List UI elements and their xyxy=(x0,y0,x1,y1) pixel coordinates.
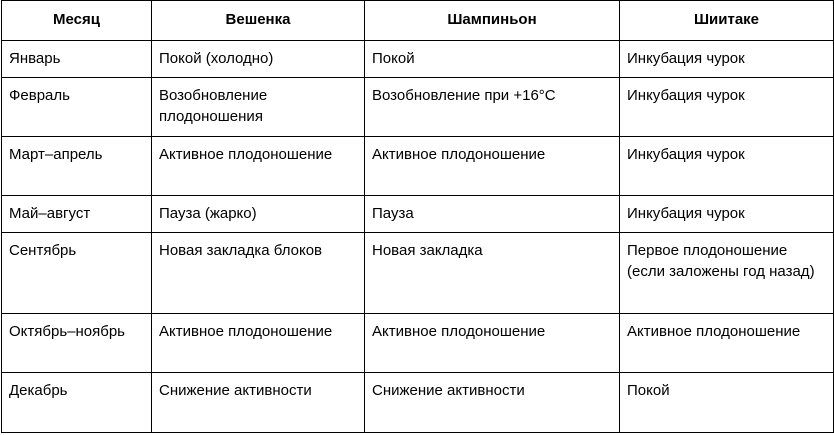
cell-champignon: Покой xyxy=(365,41,620,78)
cell-month: Март–апрель xyxy=(2,137,152,196)
cell-shiitake: Покой xyxy=(620,373,834,433)
table-row xyxy=(2,137,834,196)
header-month: Месяц xyxy=(2,1,152,41)
cell-shiitake: Инкубация чурок xyxy=(620,78,834,137)
cell-shiitake: Активное плодоношение xyxy=(620,314,834,373)
cell-month: Октябрь–ноябрь xyxy=(2,314,152,373)
cell-oyster: Снижение активности xyxy=(152,373,365,433)
cell-champignon: Активное плодоношение xyxy=(365,137,620,196)
cell-champignon: Возобновление при +16°C xyxy=(365,78,620,137)
header-champignon: Шампиньон xyxy=(365,1,620,41)
table-row xyxy=(2,233,834,314)
cell-month: Май–август xyxy=(2,196,152,233)
header-oyster: Вешенка xyxy=(152,1,365,41)
cell-oyster: Активное плодоношение xyxy=(152,137,365,196)
cell-month: Февраль xyxy=(2,78,152,137)
table-row xyxy=(2,41,834,78)
cell-oyster: Активное плодоношение xyxy=(152,314,365,373)
cell-month: Сентябрь xyxy=(2,233,152,314)
cell-oyster: Возобновление плодоношения xyxy=(152,78,365,137)
cell-shiitake: Инкубация чурок xyxy=(620,196,834,233)
cell-oyster: Покой (холодно) xyxy=(152,41,365,78)
table-row xyxy=(2,314,834,373)
cell-champignon: Пауза xyxy=(365,196,620,233)
table-row xyxy=(2,78,834,137)
table-row xyxy=(2,196,834,233)
cell-oyster: Пауза (жарко) xyxy=(152,196,365,233)
table-header-row xyxy=(2,1,834,41)
table-row xyxy=(2,373,834,433)
cell-shiitake: Первое плодоношение (если заложены год назад) xyxy=(620,233,834,314)
cell-month: Декабрь xyxy=(2,373,152,433)
cell-shiitake: Инкубация чурок xyxy=(620,41,834,78)
mushroom-calendar-table xyxy=(1,0,834,433)
cell-month: Январь xyxy=(2,41,152,78)
cell-champignon: Снижение активности xyxy=(365,373,620,433)
cell-champignon: Активное плодоношение xyxy=(365,314,620,373)
cell-oyster: Новая закладка блоков xyxy=(152,233,365,314)
cell-champignon: Новая закладка xyxy=(365,233,620,314)
header-shiitake: Шиитаке xyxy=(620,1,834,41)
cell-shiitake: Инкубация чурок xyxy=(620,137,834,196)
